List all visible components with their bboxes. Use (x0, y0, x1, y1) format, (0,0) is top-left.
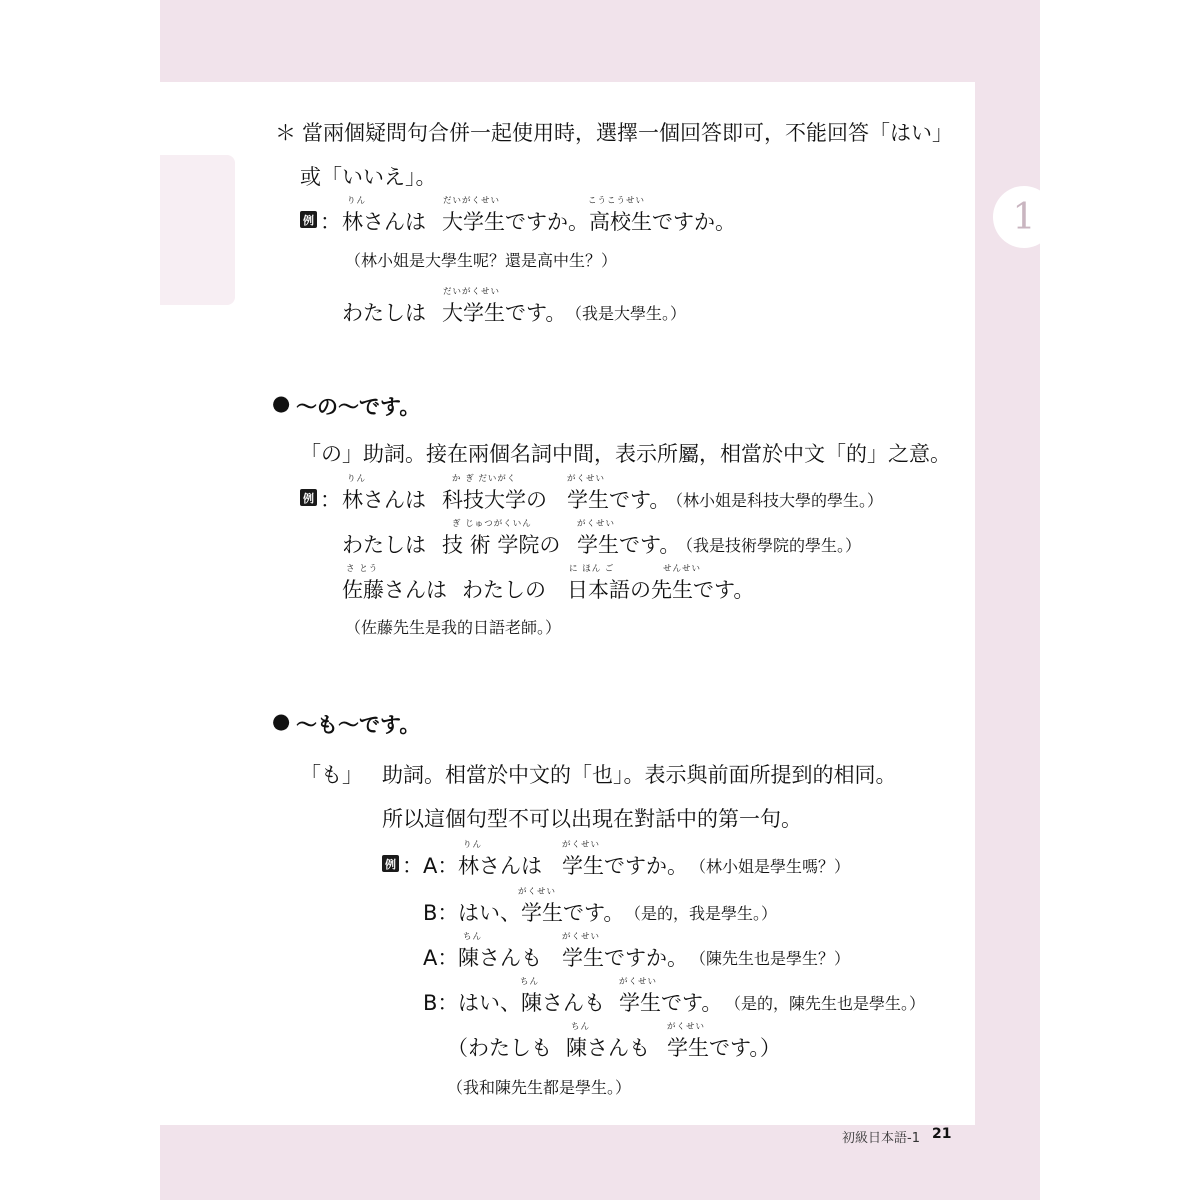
note-line-1: 當兩個疑問句合併一起使用時，選擇一個回答即可，不能回答「はい」 (302, 121, 953, 145)
dialogue-speaker: A： (423, 854, 459, 878)
example-sentence: 技 術 学院の (442, 533, 561, 557)
example-sentence: 林さんは (342, 210, 426, 234)
section-bullet: ● (272, 391, 291, 415)
ruby: ちん (520, 977, 540, 987)
ruby: だいがくせい (443, 287, 501, 297)
example-marker: 例 (300, 489, 317, 506)
footer-page-number: 21 (932, 1126, 952, 1142)
ruby: か ぎ だいがく (452, 474, 517, 484)
ruby: ちん (571, 1022, 591, 1032)
dialogue-line: 陳さんも (566, 1036, 650, 1060)
section-heading-mo: ～も～です。 (296, 713, 421, 737)
dialogue-line: 陳さんも (458, 946, 542, 970)
dialogue-line: 学生です。 (619, 991, 723, 1015)
example-colon: ： (402, 854, 423, 878)
translation: （林小姐是科技大學的學生。） (667, 491, 884, 510)
ruby: こうこうせい (588, 196, 646, 206)
section-description: 所以這個句型不可以出現在對話中的第一句。 (382, 807, 802, 831)
example-sentence: 大学生ですか。高校生ですか。 (442, 210, 736, 234)
example-sentence: わたしの (462, 578, 546, 602)
ruby: りん (463, 840, 483, 850)
translation: （林小姐是大學生呢？還是高中生？） (345, 251, 618, 270)
answer-sentence: 大学生です。 (442, 301, 567, 325)
section-description: 「の」助詞。接在兩個名詞中間，表示所屬，相當於中文「的」之意。 (300, 442, 951, 466)
example-sentence: わたしは (342, 533, 426, 557)
ruby: りん (347, 474, 367, 484)
ruby: ちん (463, 932, 483, 942)
ruby: がくせい (562, 932, 601, 942)
example-sentence: 学生です。 (567, 488, 671, 512)
answer-sentence: わたしは (342, 301, 426, 325)
dialogue-line: はい、陳さんも (458, 991, 605, 1015)
dialogue-line: はい、学生です。 (458, 901, 625, 925)
dialogue-line: 学生ですか。 (562, 854, 688, 878)
ruby: がくせい (562, 840, 601, 850)
ruby: がくせい (619, 977, 658, 987)
translation: （佐藤先生是我的日語老師。） (345, 618, 562, 637)
ruby: に ほん ご (569, 564, 615, 574)
translation: （我是大學生。） (566, 304, 687, 323)
translation: （是的，我是學生。） (625, 904, 778, 923)
translation: （我是技術學院的學生。） (677, 536, 862, 555)
dialogue-speaker: A： (423, 946, 459, 970)
example-marker: 例 (300, 211, 317, 228)
section-term: 「も」 (300, 763, 363, 787)
example-marker: 例 (382, 855, 399, 872)
ruby: がくせい (577, 519, 616, 529)
ruby: がくせい (518, 887, 557, 897)
example-colon: ： (320, 488, 341, 512)
dialogue-line: 学生です。） (667, 1036, 781, 1060)
ruby: りん (347, 196, 367, 206)
dialogue-line: 学生ですか。 (562, 946, 688, 970)
section-bullet: ● (272, 709, 291, 733)
ruby: ぎ じゅつがくいん (452, 519, 532, 529)
translation: （陳先生也是學生？） (690, 949, 851, 968)
dialogue-speaker: B： (423, 901, 459, 925)
dialogue-line: （わたしも (447, 1036, 552, 1060)
side-tab-decoration (160, 155, 235, 305)
ruby: がくせい (667, 1022, 706, 1032)
translation: （我和陳先生都是學生。） (447, 1078, 632, 1097)
note-mark: ＊ (275, 121, 296, 145)
ruby: がくせい (567, 474, 606, 484)
translation: （林小姐是學生嗎？） (690, 857, 851, 876)
translation: （是的，陳先生也是學生。） (725, 994, 926, 1013)
ruby: さ とう (346, 564, 379, 574)
dialogue-speaker: B： (423, 991, 459, 1015)
section-heading-no: ～の～です。 (296, 395, 421, 419)
section-description: 助詞。相當於中文的「也」。表示與前面所提到的相同。 (382, 763, 897, 787)
dialogue-line: 林さんは (458, 854, 542, 878)
example-sentence: 日本語の先生です。 (567, 578, 755, 602)
chapter-number-badge: 1 (993, 186, 1055, 248)
example-sentence: 学生です。 (577, 533, 681, 557)
example-sentence: 科技大学の (442, 488, 547, 512)
example-colon: ： (320, 210, 341, 234)
footer-book-title: 初級日本語-1 (842, 1131, 920, 1146)
ruby: だいがくせい (443, 196, 501, 206)
example-sentence: 佐藤さんは (342, 578, 447, 602)
note-line-2: 或「いいえ」。 (300, 165, 437, 189)
example-sentence: 林さんは (342, 488, 426, 512)
ruby: せんせい (663, 564, 702, 574)
